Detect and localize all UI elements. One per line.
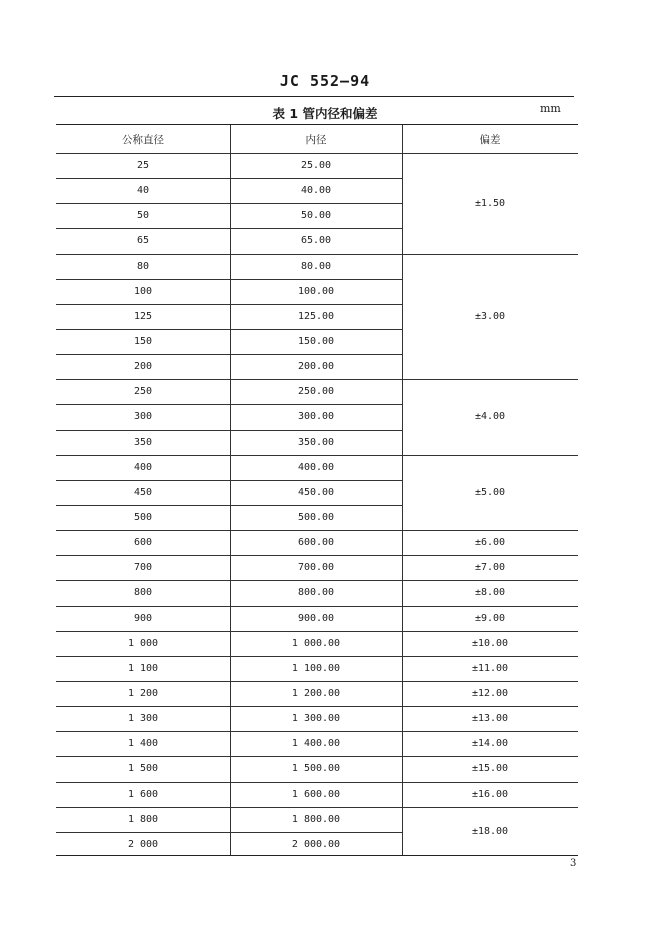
nominal-diameter-cell: 250	[133, 386, 153, 398]
deviation-divider	[402, 731, 578, 732]
inner-diameter-cell: 50.00	[300, 210, 332, 222]
inner-diameter-cell: 800.00	[297, 587, 335, 599]
deviation-divider	[402, 580, 578, 581]
deviation-divider	[402, 782, 578, 783]
nominal-diameter-cell: 400	[133, 461, 153, 473]
pipe-diameter-table	[56, 124, 578, 856]
deviation-cell: ±1.50	[474, 197, 506, 209]
deviation-divider	[402, 254, 578, 255]
nominal-diameter-cell: 1 800	[127, 813, 159, 825]
inner-diameter-cell: 1 800.00	[291, 813, 341, 825]
column-header: 内径	[305, 133, 327, 146]
nominal-diameter-cell: 1 300	[127, 713, 159, 725]
nominal-diameter-cell: 1 100	[127, 662, 159, 674]
deviation-cell: ±6.00	[474, 537, 506, 549]
nominal-diameter-cell: 800	[133, 587, 153, 599]
inner-diameter-cell: 80.00	[300, 260, 332, 272]
nominal-diameter-cell: 1 400	[127, 738, 159, 750]
nominal-diameter-cell: 600	[133, 537, 153, 549]
deviation-divider	[402, 656, 578, 657]
inner-diameter-cell: 400.00	[297, 461, 335, 473]
deviation-cell: ±5.00	[474, 486, 506, 498]
nominal-diameter-cell: 1 000	[127, 637, 159, 649]
inner-diameter-cell: 300.00	[297, 411, 335, 423]
nominal-diameter-cell: 500	[133, 512, 153, 524]
deviation-cell: ±7.00	[474, 562, 506, 574]
column-header: 偏差	[479, 133, 501, 146]
table-caption: 表 1 管内径和偏差	[272, 106, 378, 121]
deviation-cell: ±4.00	[474, 411, 506, 423]
nominal-diameter-cell: 700	[133, 562, 153, 574]
inner-diameter-cell: 40.00	[300, 185, 332, 197]
deviation-divider	[402, 530, 578, 531]
inner-diameter-cell: 500.00	[297, 512, 335, 524]
nominal-diameter-cell: 50	[136, 210, 150, 222]
deviation-divider	[402, 455, 578, 456]
deviation-divider	[402, 756, 578, 757]
inner-diameter-cell: 125.00	[297, 310, 335, 322]
deviation-divider	[402, 681, 578, 682]
deviation-cell: ±12.00	[471, 688, 509, 700]
table-unit: mm	[540, 102, 561, 115]
inner-diameter-cell: 1 000.00	[291, 637, 341, 649]
nominal-diameter-cell: 100	[133, 285, 153, 297]
header-rule	[54, 96, 574, 97]
nominal-diameter-cell: 150	[133, 336, 153, 348]
inner-diameter-cell: 1 600.00	[291, 788, 341, 800]
nominal-diameter-cell: 2 000	[127, 838, 159, 850]
deviation-cell: ±9.00	[474, 612, 506, 624]
page-number: 3	[570, 858, 577, 869]
nominal-diameter-cell: 1 500	[127, 763, 159, 775]
inner-diameter-cell: 1 400.00	[291, 738, 341, 750]
standard-number: JC 552—94	[279, 72, 371, 90]
inner-diameter-cell: 600.00	[297, 537, 335, 549]
inner-diameter-cell: 100.00	[297, 285, 335, 297]
inner-diameter-cell: 200.00	[297, 361, 335, 373]
deviation-divider	[402, 606, 578, 607]
nominal-diameter-cell: 125	[133, 310, 153, 322]
deviation-divider	[402, 379, 578, 380]
deviation-cell: ±3.00	[474, 310, 506, 322]
deviation-cell: ±10.00	[471, 637, 509, 649]
inner-diameter-cell: 700.00	[297, 562, 335, 574]
nominal-diameter-cell: 300	[133, 411, 153, 423]
inner-diameter-cell: 350.00	[297, 436, 335, 448]
inner-diameter-cell: 65.00	[300, 235, 332, 247]
nominal-diameter-cell: 80	[136, 260, 150, 272]
inner-diameter-cell: 250.00	[297, 386, 335, 398]
deviation-cell: ±15.00	[471, 763, 509, 775]
inner-diameter-cell: 900.00	[297, 612, 335, 624]
nominal-diameter-cell: 350	[133, 436, 153, 448]
nominal-diameter-cell: 1 200	[127, 688, 159, 700]
deviation-cell: ±13.00	[471, 713, 509, 725]
nominal-diameter-cell: 1 600	[127, 788, 159, 800]
nominal-diameter-cell: 40	[136, 185, 150, 197]
deviation-cell: ±11.00	[471, 662, 509, 674]
inner-diameter-cell: 150.00	[297, 336, 335, 348]
inner-diameter-cell: 1 100.00	[291, 662, 341, 674]
deviation-divider	[402, 807, 578, 808]
inner-diameter-cell: 2 000.00	[291, 838, 341, 850]
inner-diameter-cell: 25.00	[300, 160, 332, 172]
nominal-diameter-cell: 900	[133, 612, 153, 624]
nominal-diameter-cell: 450	[133, 486, 153, 498]
deviation-divider	[402, 631, 578, 632]
inner-diameter-cell: 1 300.00	[291, 713, 341, 725]
inner-diameter-cell: 1 200.00	[291, 688, 341, 700]
deviation-cell: ±16.00	[471, 788, 509, 800]
deviation-cell: ±18.00	[471, 826, 509, 838]
inner-diameter-cell: 450.00	[297, 486, 335, 498]
deviation-divider	[402, 555, 578, 556]
inner-diameter-cell: 1 500.00	[291, 763, 341, 775]
nominal-diameter-cell: 200	[133, 361, 153, 373]
column-header: 公称直径	[122, 133, 164, 146]
nominal-diameter-cell: 65	[136, 235, 150, 247]
deviation-cell: ±8.00	[474, 587, 506, 599]
deviation-cell: ±14.00	[471, 738, 509, 750]
nominal-diameter-cell: 25	[136, 160, 150, 172]
deviation-divider	[402, 706, 578, 707]
